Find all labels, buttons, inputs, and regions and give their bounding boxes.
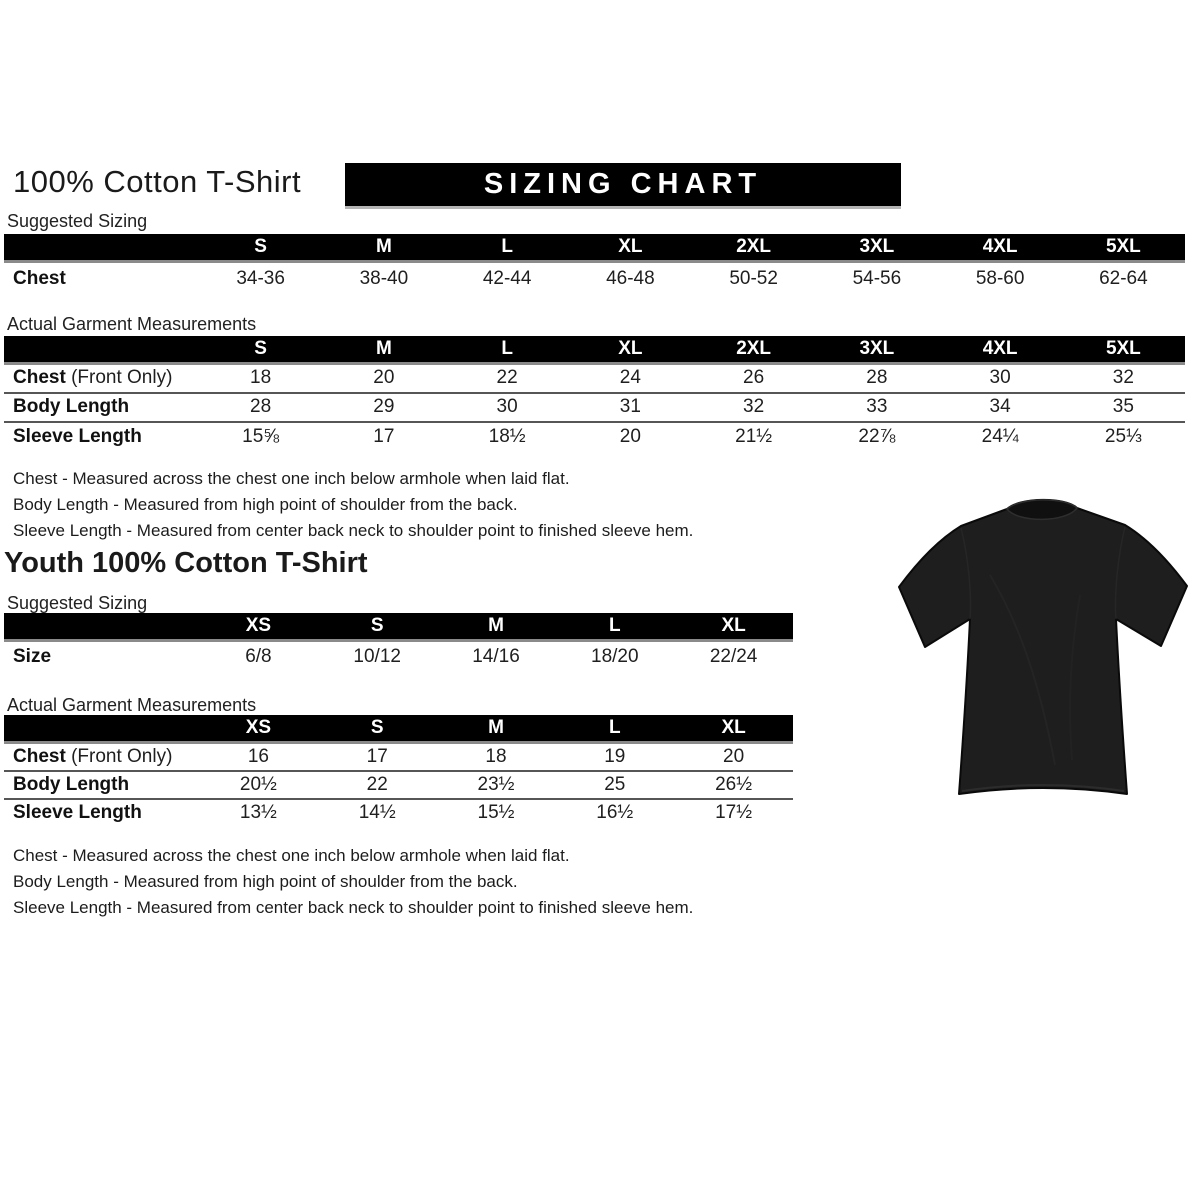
- measurement-cell: 17: [373, 425, 395, 447]
- row-label: Body Length: [13, 773, 130, 795]
- size-column-header: 5XL: [1062, 234, 1185, 262]
- size-column-header: S: [318, 613, 437, 641]
- size-column-header: XL: [674, 715, 793, 743]
- measurement-cell: 16½: [596, 802, 634, 823]
- measurement-cell: 14/16: [472, 646, 520, 668]
- size-column-header: S: [199, 234, 322, 262]
- youth-actual-measurements-label: Actual Garment Measurements: [7, 695, 257, 715]
- sizing-chart-banner: SIZING CHART: [345, 163, 901, 209]
- measurement-cell: 26: [743, 367, 765, 389]
- measurement-cell: 15⅝: [242, 425, 280, 447]
- size-header-row: [4, 336, 1185, 364]
- measurement-cell: 22/24: [709, 646, 758, 668]
- size-column-header: L: [555, 613, 674, 641]
- chest-row: [4, 364, 1185, 393]
- sleeve-length-row: [4, 422, 1185, 451]
- chest-row: [4, 743, 793, 771]
- adult-suggested-sizing-table: [4, 234, 1185, 295]
- adult-suggested-sizing-label: Suggested Sizing: [7, 211, 148, 231]
- note-line: Chest - Measured across the chest one inch below armhole when laid flat.: [13, 846, 570, 865]
- size-column-header: 3XL: [815, 336, 938, 364]
- size-column-header: XL: [674, 613, 793, 641]
- measurement-cell: 30: [989, 367, 1011, 389]
- sleeve-length-row: [4, 799, 793, 827]
- size-column-header: 4XL: [939, 336, 1062, 364]
- size-column-header: S: [318, 715, 437, 743]
- adult-title: 100% Cotton T-Shirt: [13, 164, 302, 199]
- size-column-header: XL: [569, 336, 692, 364]
- measurement-cell: 24¼: [981, 425, 1019, 447]
- measurement-cell: 34: [989, 396, 1011, 417]
- measurement-cell: 13½: [239, 802, 277, 823]
- row-label: Sleeve Length: [13, 802, 142, 823]
- measurement-cell: 54-56: [852, 267, 902, 289]
- measurement-cell: 19: [604, 745, 626, 767]
- measurement-cell: 21½: [735, 425, 773, 447]
- size-row: [4, 641, 793, 673]
- measurement-cell: 25: [604, 773, 626, 795]
- adult-actual-measurements-table: [4, 336, 1185, 451]
- measurement-cell: 18: [250, 367, 272, 389]
- measurement-cell: 28: [866, 367, 888, 389]
- corner-cell: [4, 613, 199, 641]
- measurement-cell: 20: [373, 367, 395, 389]
- adult-actual-measurements-label: Actual Garment Measurements: [7, 314, 257, 334]
- size-column-header: XL: [569, 234, 692, 262]
- size-header-row: [4, 234, 1185, 262]
- measurement-cell: 32: [743, 396, 765, 417]
- measurement-cell: 18: [485, 745, 507, 767]
- size-column-header: 2XL: [692, 234, 815, 262]
- black-tshirt-graphic: [890, 485, 1195, 807]
- measurement-cell: 18½: [488, 425, 526, 447]
- size-column-header: 2XL: [692, 336, 815, 364]
- size-column-header: M: [322, 336, 445, 364]
- measurement-cell: 50-52: [729, 267, 778, 289]
- measurement-cell: 28: [250, 396, 272, 417]
- measurement-cell: 16: [247, 745, 269, 767]
- measurement-cell: 22: [366, 773, 388, 795]
- measurement-cell: 31: [619, 396, 641, 417]
- measurement-cell: 30: [496, 396, 518, 417]
- measurement-cell: 20: [723, 745, 745, 767]
- measurement-cell: 33: [866, 396, 888, 417]
- note-line: Body Length - Measured from high point of shoulder from the back.: [13, 495, 518, 514]
- measurement-cell: 26½: [715, 773, 753, 795]
- measurement-cell: 17: [366, 745, 388, 767]
- youth-suggested-sizing-label: Suggested Sizing: [7, 593, 148, 613]
- size-header-row: [4, 715, 793, 743]
- measurement-cell: 35: [1112, 396, 1134, 417]
- size-column-header: S: [199, 336, 322, 364]
- row-label: Chest (Front Only): [13, 367, 173, 389]
- measurement-cell: 14½: [358, 802, 396, 823]
- measurement-cell: 34-36: [236, 267, 285, 289]
- measurement-cell: 20: [619, 425, 641, 447]
- measurement-cell: 32: [1112, 367, 1134, 389]
- tshirt-photo: [890, 485, 1195, 807]
- corner-cell: [4, 336, 199, 364]
- size-column-header: XS: [199, 613, 318, 641]
- youth-title: Youth 100% Cotton T-Shirt: [4, 547, 368, 579]
- size-column-header: M: [437, 613, 556, 641]
- measurement-cell: 18/20: [591, 646, 639, 668]
- measurement-cell: 20½: [239, 773, 277, 795]
- size-column-header: 4XL: [939, 234, 1062, 262]
- corner-cell: [4, 715, 199, 743]
- youth-actual-measurements-table: [4, 715, 793, 827]
- measurement-cell: 23½: [477, 773, 515, 795]
- size-column-header: M: [322, 234, 445, 262]
- note-line: Sleeve Length - Measured from center back neck to shoulder point to finished sleeve hem.: [13, 521, 694, 540]
- measurement-cell: 10/12: [353, 646, 401, 668]
- measurement-cell: 29: [373, 396, 395, 417]
- youth-measurement-notes: [13, 843, 693, 921]
- size-column-header: 5XL: [1062, 336, 1185, 364]
- measurement-cell: 6/8: [245, 646, 272, 668]
- size-header-row: [4, 613, 793, 641]
- size-column-header: XS: [199, 715, 318, 743]
- body-length-row: [4, 393, 1185, 422]
- youth-suggested-sizing-table: [4, 613, 793, 673]
- size-column-header: M: [437, 715, 556, 743]
- row-label: Size: [13, 646, 52, 668]
- row-label: Chest (Front Only): [13, 745, 173, 767]
- corner-cell: [4, 234, 199, 262]
- note-line: Sleeve Length - Measured from center back neck to shoulder point to finished sleeve hem.: [13, 898, 694, 917]
- body-length-row: [4, 771, 793, 799]
- row-label: Body Length: [13, 396, 130, 417]
- measurement-cell: 62-64: [1099, 267, 1148, 289]
- measurement-cell: 38-40: [359, 267, 409, 289]
- chest-range-row: [4, 262, 1185, 295]
- adult-measurement-notes: [13, 466, 693, 544]
- measurement-cell: 22⅞: [858, 425, 896, 447]
- note-line: Chest - Measured across the chest one inch below armhole when laid flat.: [13, 469, 570, 488]
- measurement-cell: 22: [496, 367, 518, 389]
- measurement-cell: 46-48: [606, 267, 655, 289]
- measurement-cell: 15½: [477, 802, 515, 823]
- size-column-header: 3XL: [815, 234, 938, 262]
- size-column-header: L: [446, 336, 569, 364]
- note-line: Body Length - Measured from high point of shoulder from the back.: [13, 872, 518, 891]
- measurement-cell: 24: [619, 367, 641, 389]
- size-column-header: L: [446, 234, 569, 262]
- size-column-header: L: [555, 715, 674, 743]
- measurement-cell: 17½: [715, 802, 753, 823]
- row-label: Sleeve Length: [13, 425, 142, 447]
- measurement-cell: 42-44: [482, 267, 532, 289]
- measurement-cell: 58-60: [975, 267, 1025, 289]
- measurement-cell: 25⅓: [1104, 425, 1142, 447]
- row-label: Chest: [13, 267, 66, 289]
